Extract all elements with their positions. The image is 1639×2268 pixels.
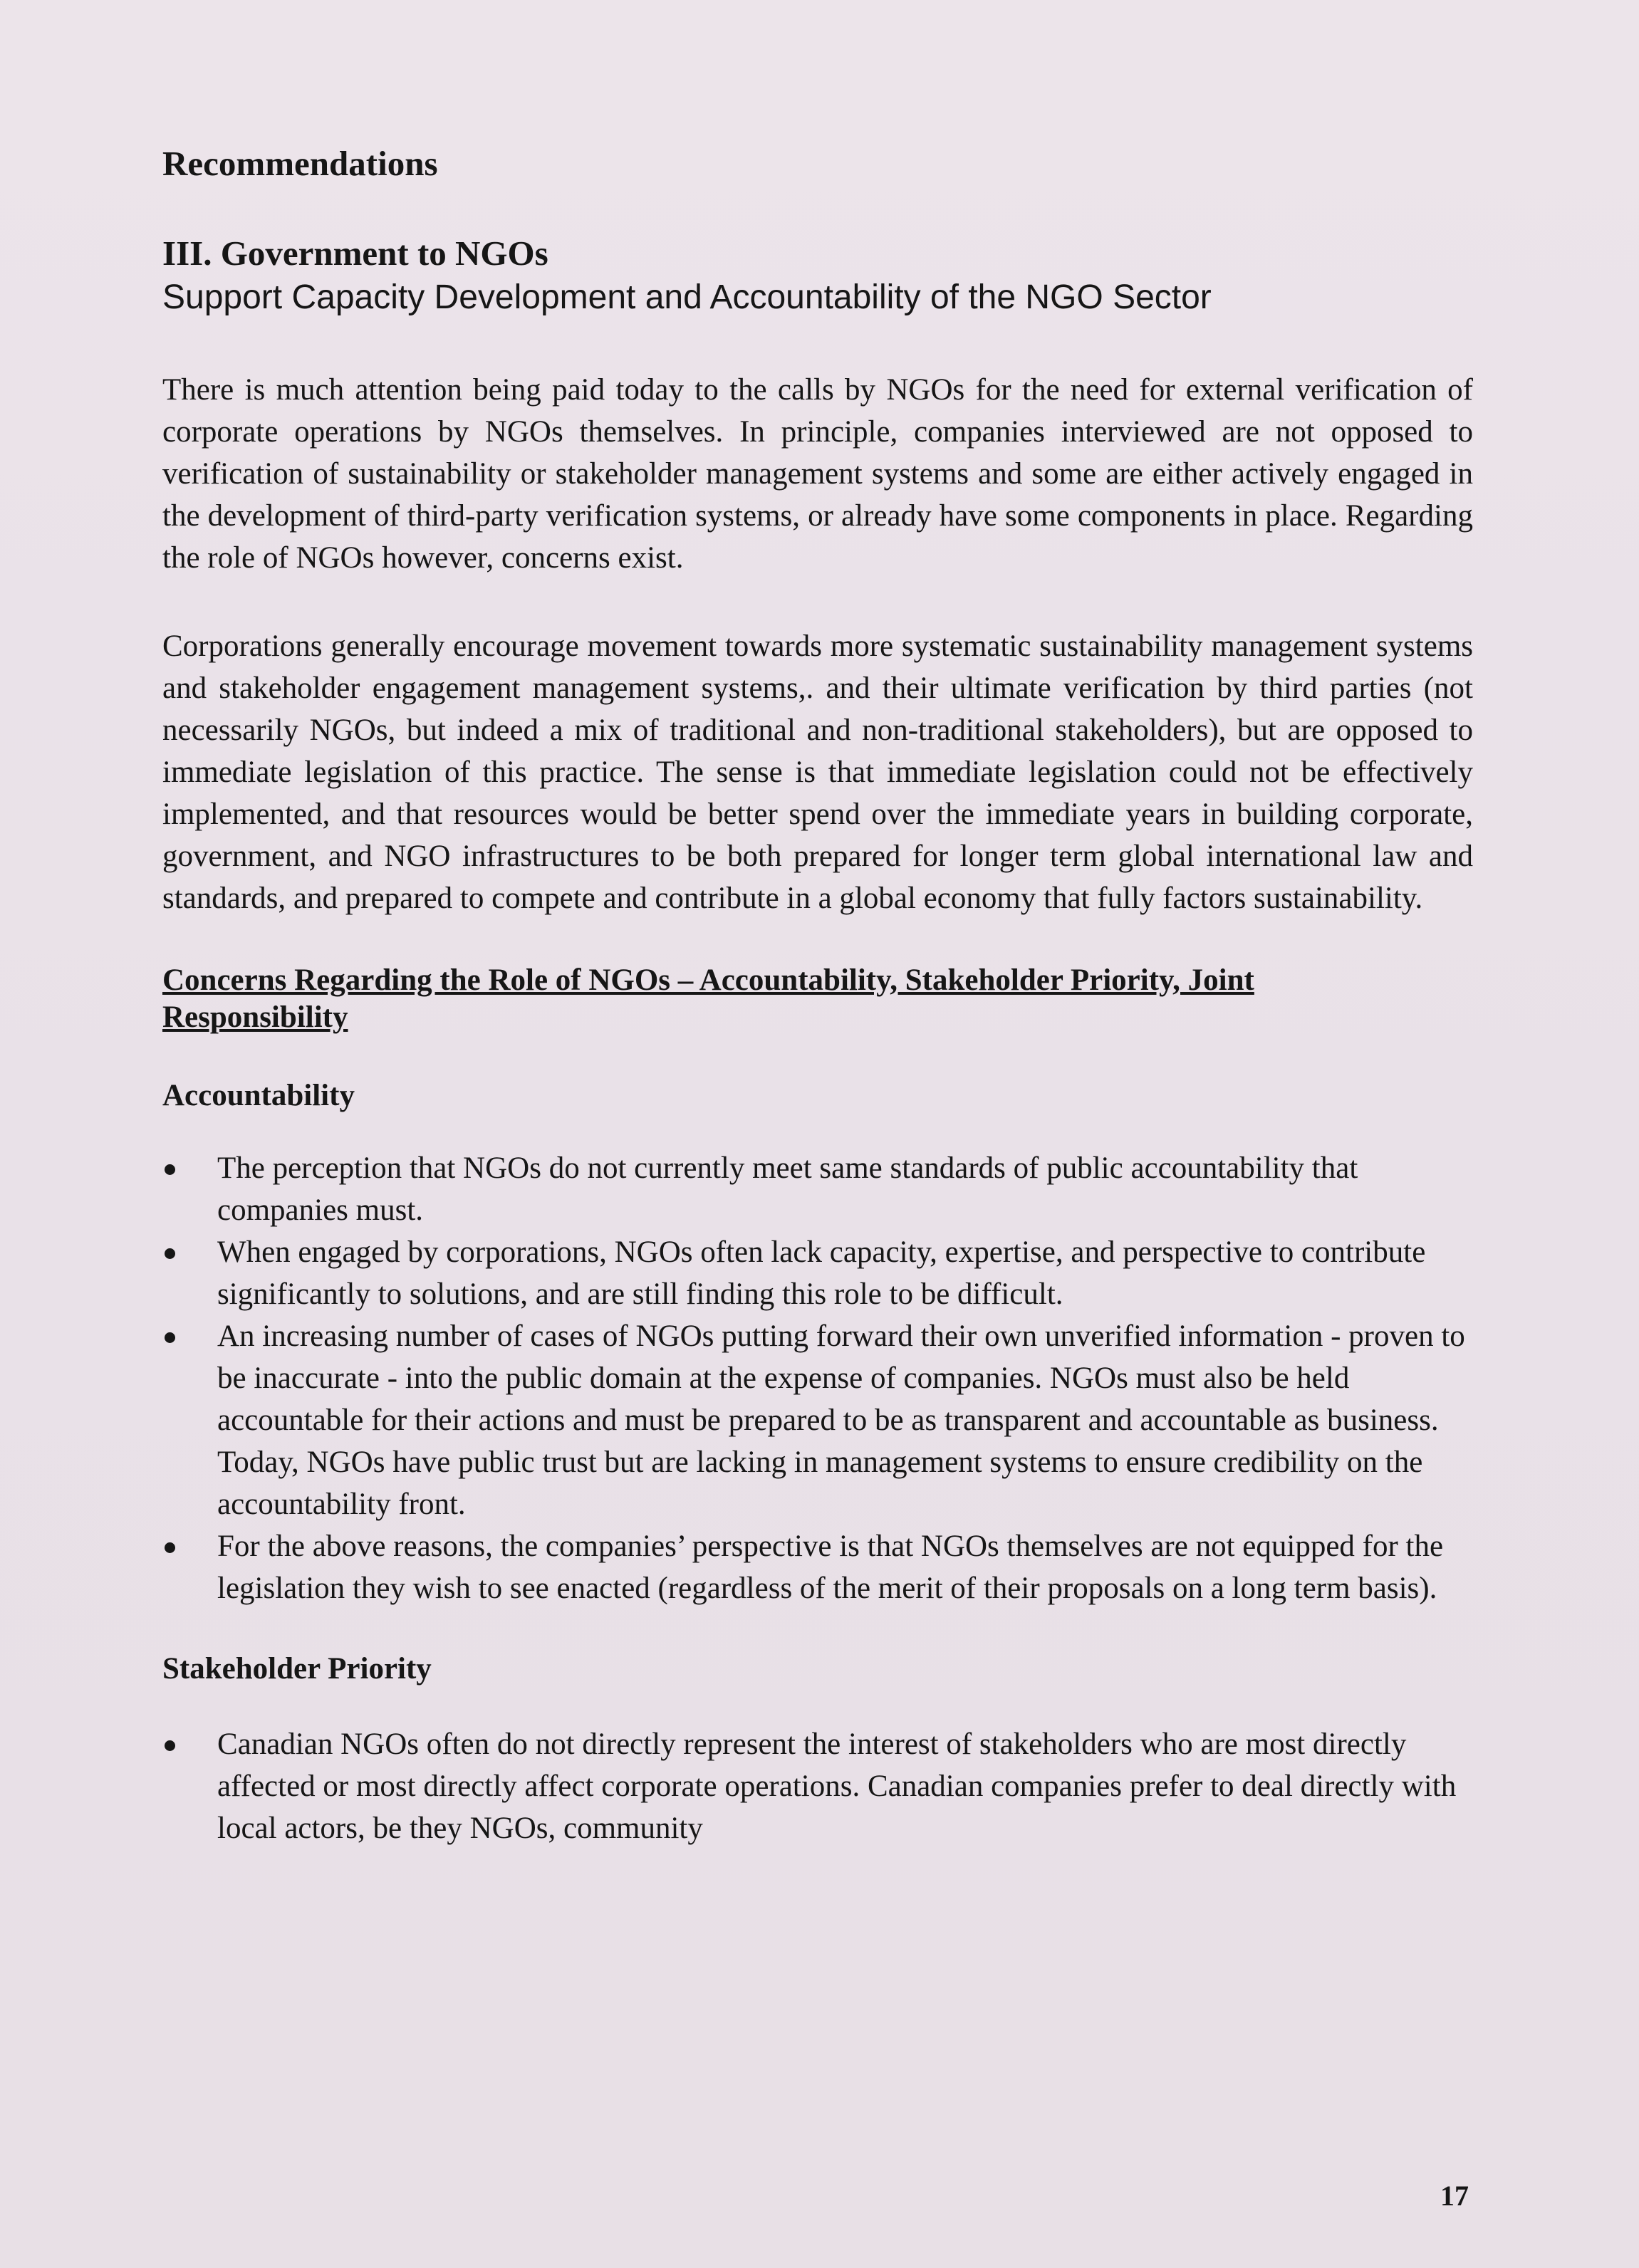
section-heading: III. Government to NGOs [162, 234, 548, 273]
recommendations-heading: Recommendations [162, 144, 438, 183]
accountability-heading: Accountability [162, 1079, 355, 1112]
list-item: For the above reasons, the companies’ perspective is that NGOs themselves are not equipped for the legislation they wish to see enacted (regardless of the merit of their proposals on a long term basis). [162, 1525, 1473, 1609]
section-subtitle: Support Capacity Development and Accountability of the NGO Sector [162, 278, 1212, 316]
list-item: An increasing number of cases of NGOs putting forward their own unverified information - proven to be inaccurate - into the public domain at the expense of companies. NGOs must also be held accountable for their actions and must be prepared to be as transparent and accountable as business. Today, NGOs have public trust but are lacking in management systems to ensure credibility on the accountability front. [162, 1315, 1473, 1525]
accountability-list [162, 1147, 1473, 1609]
paragraph-corporations: Corporations generally encourage movement towards more systematic sustainability management systems and stakeholder engagement management systems,. and their ultimate verification by third parties (not necessarily NGOs, but indeed a mix of traditional and non-traditional stakeholders), but are opposed to immediate legislation of this practice. The sense is that immediate legislation could not be effectively implemented, and that resources would be better spend over the immediate years in building corporate, government, and NGO infrastructures to be both prepared for longer term global international law and standards, and prepared to compete and contribute in a global economy that fully factors sustainability. [162, 629, 1473, 915]
list-item: Canadian NGOs often do not directly represent the interest of stakeholders who are most directly affected or most directly affect corporate operations. Canadian companies prefer to deal directly with local actors, be they NGOs, community [162, 1723, 1473, 1849]
stakeholder-priority-list [162, 1723, 1473, 1849]
list-item: The perception that NGOs do not currently meet same standards of public accountability that companies must. [162, 1147, 1473, 1231]
page-number: 17 [1440, 2180, 1469, 2212]
page-content [162, 142, 1473, 1849]
list-item: When engaged by corporations, NGOs often lack capacity, expertise, and perspective to contribute significantly to solutions, and are still finding this role to be difficult. [162, 1231, 1473, 1315]
concerns-heading: Concerns Regarding the Role of NGOs – Accountability, Stakeholder Priority, Joint Responsibility [162, 963, 1254, 1034]
paragraph-external-verification: There is much attention being paid today to the calls by NGOs for the need for external verification of corporate operations by NGOs themselves. In principle, companies interviewed are not opposed to verification of sustainability or stakeholder management systems and some are either actively engaged in the development of third-party verification systems, or already have some components in place. Regarding the role of NGOs however, concerns exist. [162, 373, 1473, 575]
stakeholder-priority-heading: Stakeholder Priority [162, 1652, 432, 1686]
